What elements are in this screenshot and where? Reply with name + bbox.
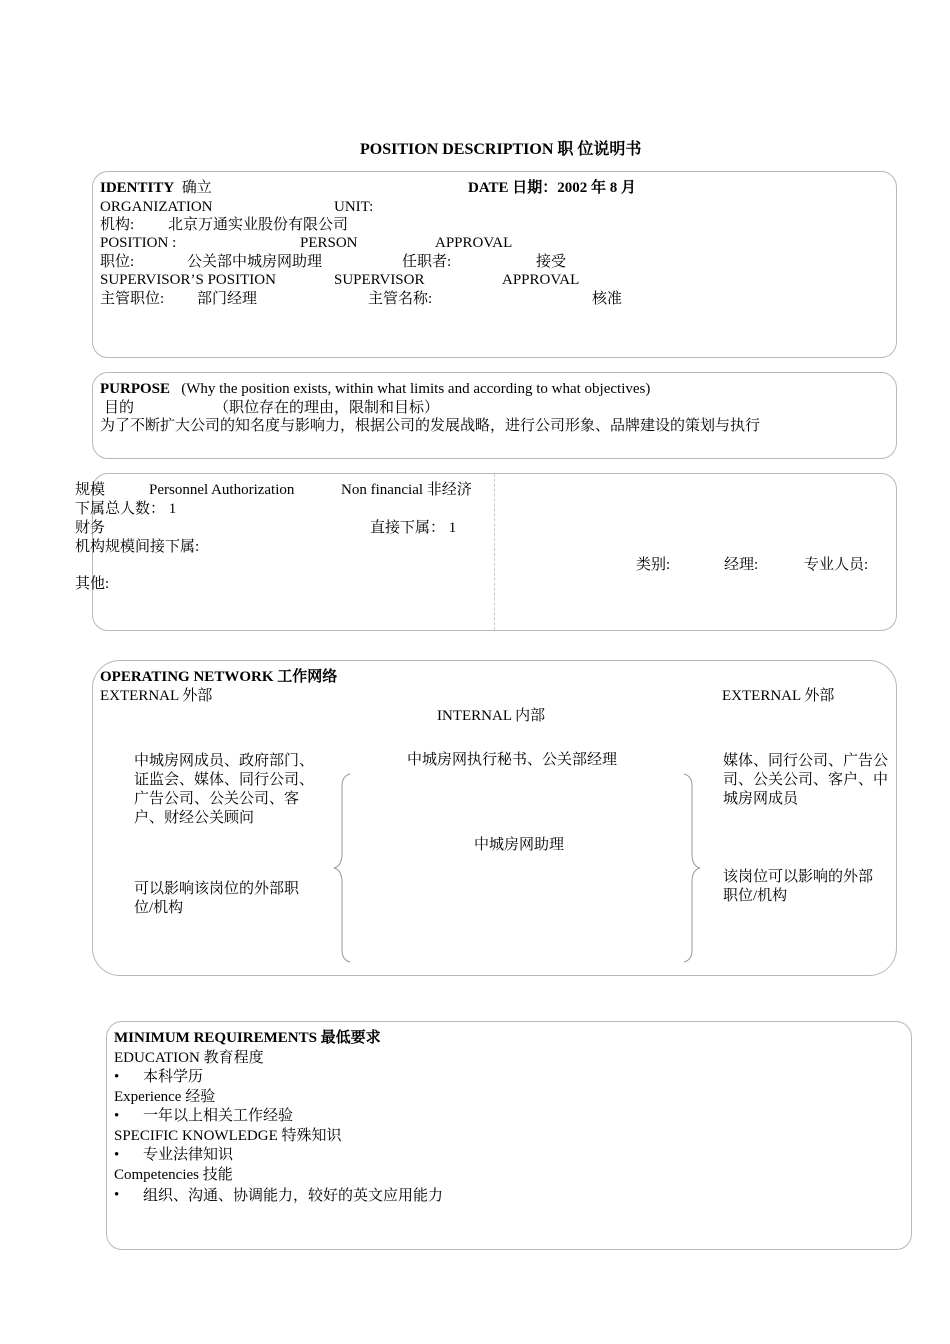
org-cn-label: 机构: — [100, 217, 135, 233]
manager-label: 经理: — [724, 557, 759, 573]
competencies-item-part2: 好的英文应用能力 — [323, 1186, 444, 1204]
unit-label: UNIT: — [334, 199, 374, 215]
purpose-heading-en: PURPOSE — [100, 381, 171, 397]
position-cn-label: 职位: — [100, 254, 135, 270]
scale-divider — [494, 474, 495, 630]
purpose-text: 为了不断扩大公司的知名度与影响力，根据公司的发展战略，进行公司形象、品牌建设的策划与执行 — [100, 418, 761, 434]
org-value: 北京万通实业股份有限公司 — [168, 217, 349, 233]
purpose-heading-cn: 目的 — [104, 400, 135, 416]
identity-heading-cn: 确立 — [181, 180, 212, 196]
professional-label: 专业人员: — [804, 557, 869, 573]
education-item — [114, 1068, 204, 1087]
experience-label: Experience 经验 — [114, 1089, 216, 1105]
position-label: POSITION : — [100, 235, 177, 251]
identity-heading-en: IDENTITY — [100, 180, 175, 196]
competencies-item — [114, 1186, 444, 1205]
external-right-label: EXTERNAL 外部 — [722, 688, 835, 704]
requirements-heading: MINIMUM REQUIREMENTS 最低要求 — [114, 1030, 381, 1046]
purpose-description-cn: （职位存在的理由，限制和目标） — [214, 400, 440, 416]
approve-cn: 核准 — [592, 291, 623, 307]
position-value: 公关部中城房网助理 — [187, 254, 323, 270]
organization-label: ORGANIZATION — [100, 199, 213, 215]
page-title: POSITION DESCRIPTION 职 位说明书 — [360, 141, 642, 158]
left-contacts: 中城房网成员、政府部门、证监会、媒体、同行公司、广告公司、公关公司、客户、财经公关顾问 — [134, 753, 315, 826]
supervisor-position-value: 部门经理 — [197, 291, 258, 307]
experience-item — [114, 1107, 294, 1126]
supervisor-position-label: SUPERVISOR’S POSITION — [100, 272, 276, 288]
incumbent-cn-label: 任职者: — [402, 254, 452, 270]
competencies-item-part1: 组织、沟通、协调能力，较 — [143, 1188, 324, 1204]
right-note: 该岗位可以影响的外部职位/机构 — [723, 869, 874, 904]
experience-item-text: 一年以上相关工作经验 — [143, 1108, 294, 1124]
external-left-label: EXTERNAL 外部 — [100, 688, 213, 704]
right-contacts: 媒体、同行公司、广告公司、公关公司、客户、中城房网成员 — [723, 753, 889, 807]
left-brace-icon — [330, 772, 354, 964]
purpose-heading — [100, 380, 650, 399]
finance-label: 财务 — [75, 520, 106, 536]
supervisor-position-cn-label: 主管职位: — [100, 291, 165, 307]
accept-cn: 接受 — [536, 254, 567, 270]
person-label: PERSON — [300, 235, 358, 251]
other-label: 其他: — [75, 576, 110, 592]
internal-contacts: 中城房网执行秘书、公关部经理 — [407, 752, 618, 768]
knowledge-label: SPECIFIC KNOWLEDGE 特殊知识 — [114, 1128, 342, 1144]
approval-label-2: APPROVAL — [502, 272, 580, 288]
approval-label: APPROVAL — [435, 235, 513, 251]
indirect-subordinates: 机构规模间接下属: — [75, 539, 200, 555]
personnel-authorization: Personnel Authorization — [149, 482, 295, 498]
category-label: 类别: — [636, 557, 671, 573]
non-financial: Non financial 非经济 — [341, 482, 472, 498]
supervisor-label: SUPERVISOR — [334, 272, 425, 288]
bullet-icon: • — [114, 1069, 120, 1085]
knowledge-item-text: 专业法律知识 — [143, 1147, 234, 1163]
right-brace-icon — [680, 772, 704, 964]
competencies-label: Competencies 技能 — [114, 1167, 233, 1183]
supervisor-name-cn-label: 主管名称: — [368, 291, 433, 307]
direct-subordinates: 直接下属： 1 — [370, 520, 457, 536]
knowledge-item — [114, 1146, 234, 1165]
bullet-icon: • — [114, 1147, 120, 1163]
date-field: DATE 日期：2002 年 8 月 — [468, 180, 637, 196]
center-position: 中城房网助理 — [474, 835, 565, 853]
scale-label: 规模 — [75, 482, 106, 498]
bullet-icon: • — [114, 1108, 120, 1124]
internal-label: INTERNAL 内部 — [437, 708, 546, 724]
identity-heading — [100, 179, 212, 198]
competencies-item-text — [143, 1186, 443, 1206]
education-label: EDUCATION 教育程度 — [114, 1050, 264, 1066]
left-note: 可以影响该岗位的外部职位/机构 — [134, 881, 300, 916]
purpose-description: (Why the position exists, within what limits and according to what objectives) — [181, 381, 651, 397]
education-item-text: 本科学历 — [143, 1069, 204, 1085]
total-subordinates: 下属总人数： 1 — [75, 501, 177, 517]
bullet-icon: • — [114, 1187, 120, 1203]
network-heading: OPERATING NETWORK 工作网络 — [100, 669, 338, 685]
